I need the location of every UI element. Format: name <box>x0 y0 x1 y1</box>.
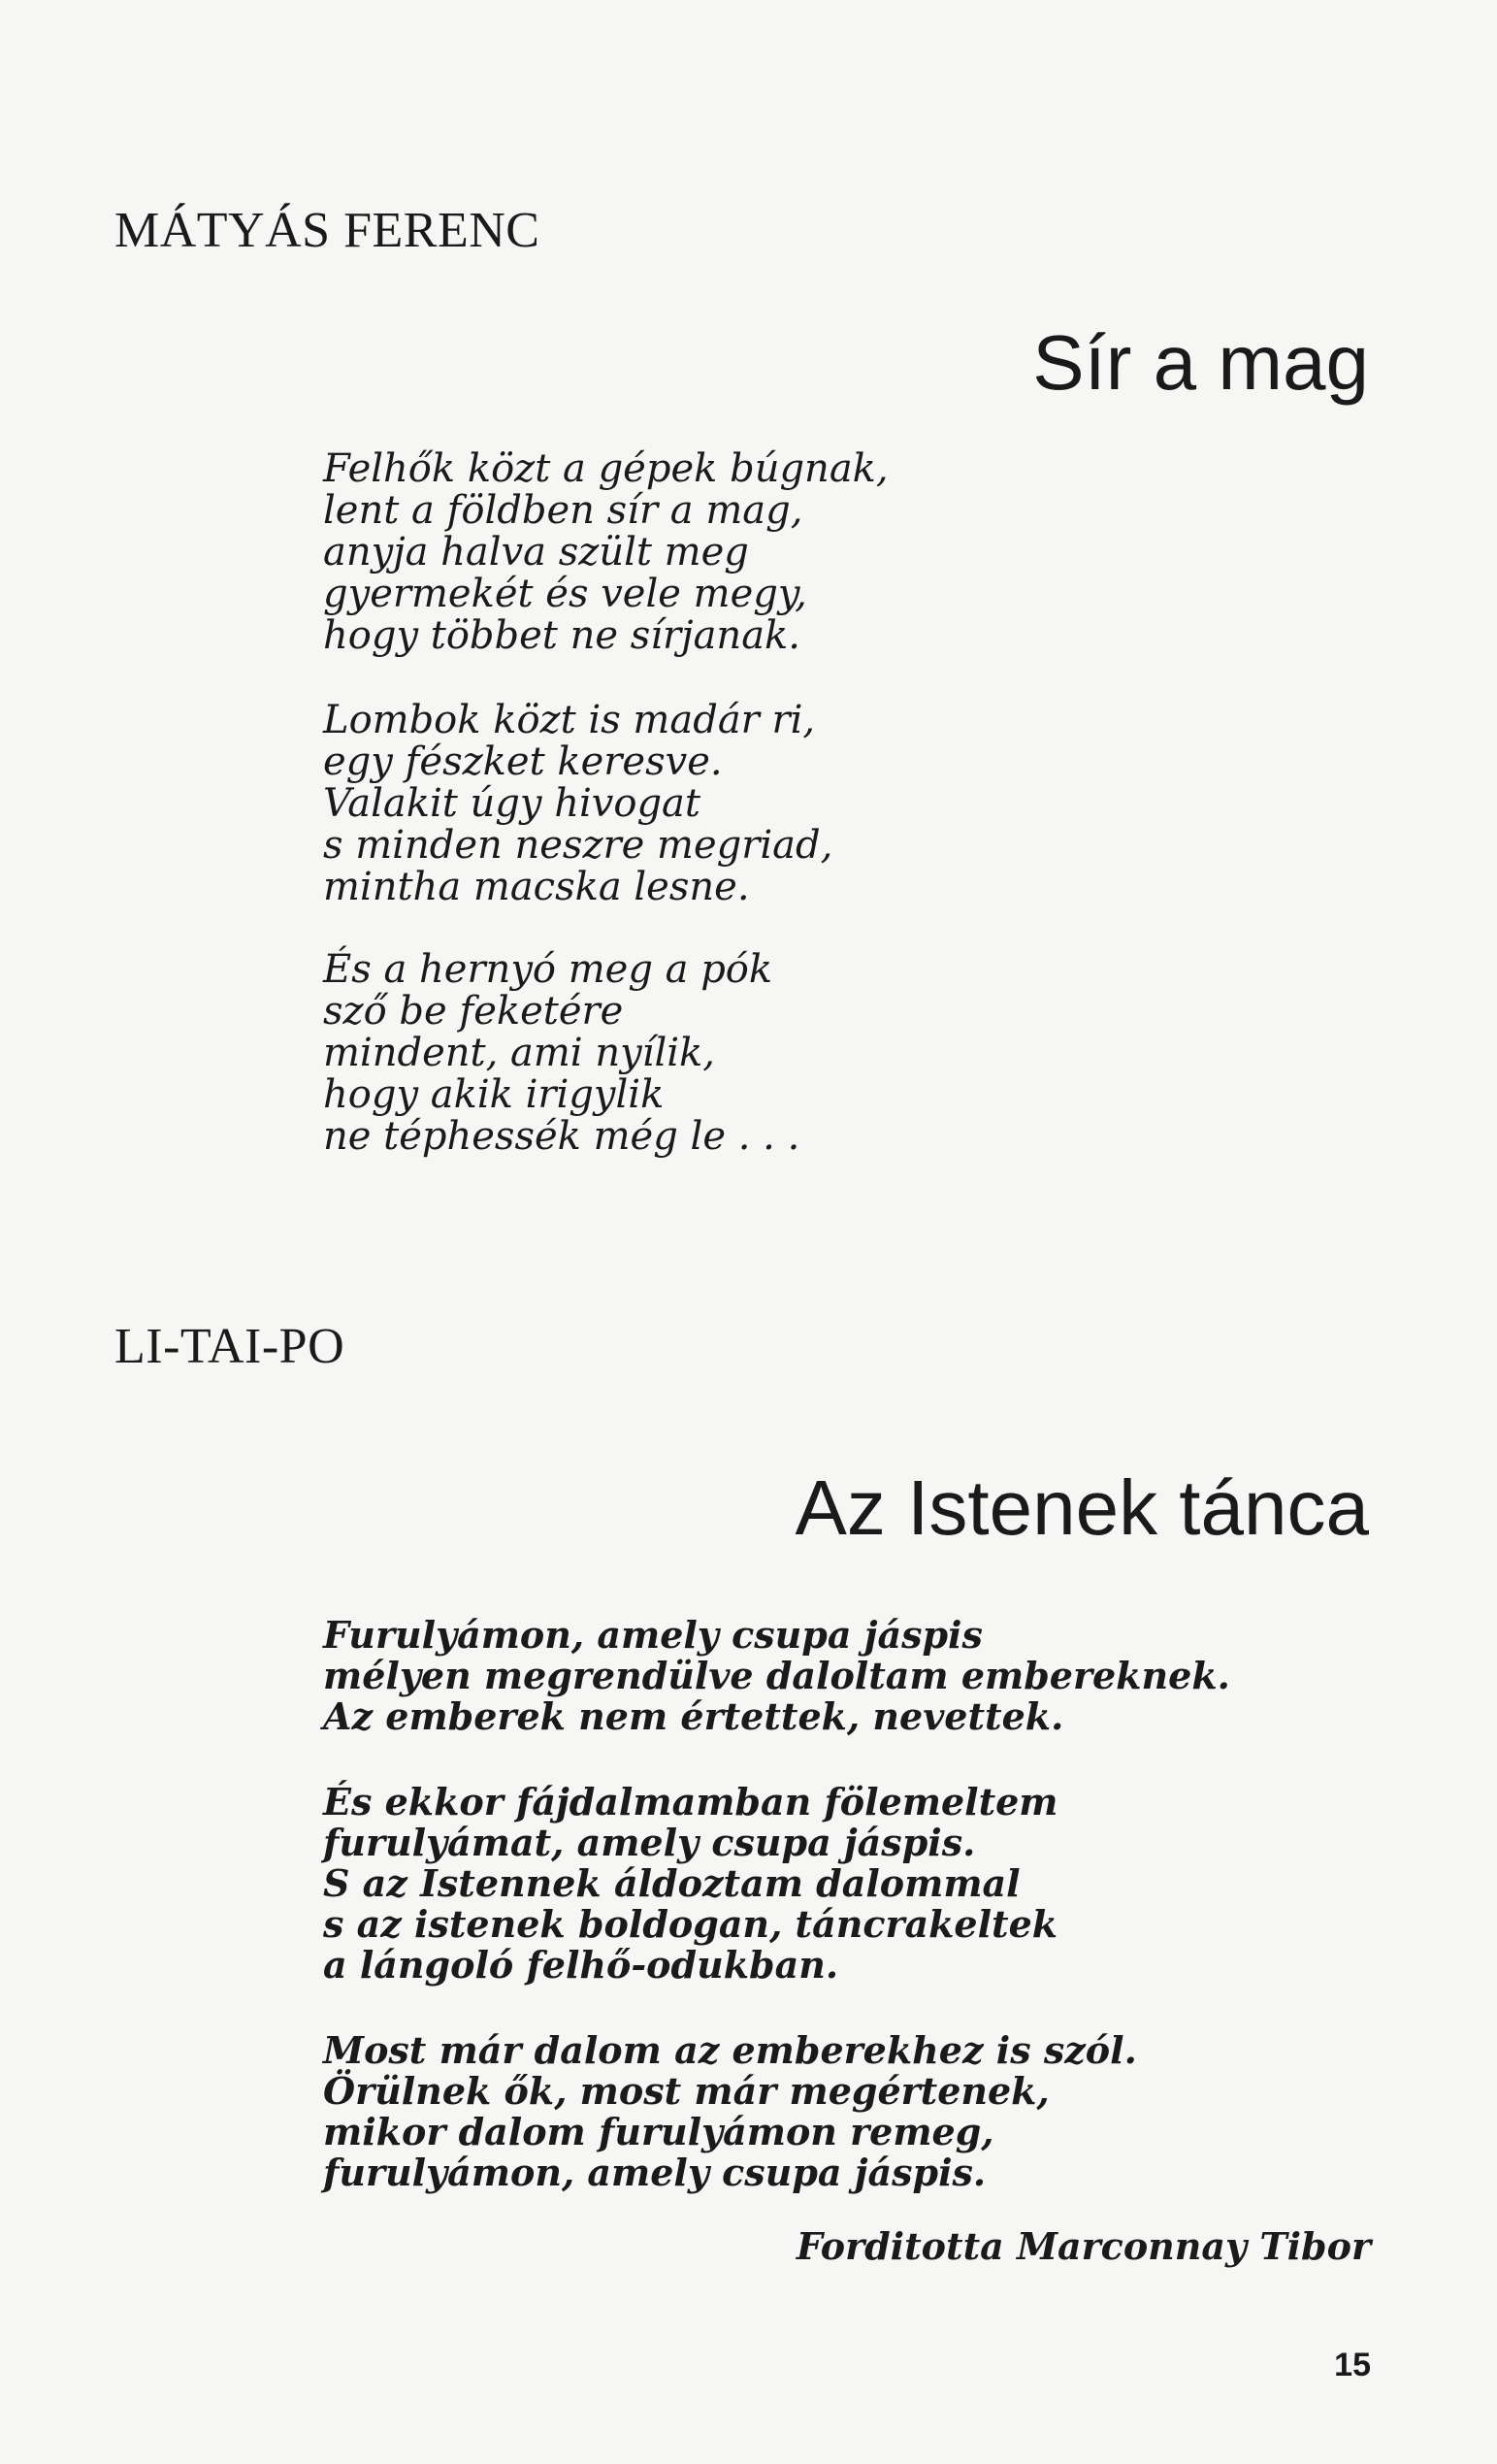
poem-line: mintha macska lesne. <box>323 865 750 909</box>
poem-title: Az Istenek tánca <box>795 1464 1369 1551</box>
stanza <box>323 1615 1230 1737</box>
poem-line: ne téphessék még le . . . <box>323 1114 800 1159</box>
page-number: 15 <box>1334 2347 1371 2383</box>
poem-line: lent a földben sír a mag, <box>323 488 803 533</box>
poem-line: s minden neszre megriad, <box>323 823 833 868</box>
poem-line: Az emberek nem értettek, nevettek. <box>323 1694 1064 1738</box>
author-name: MÁTYÁS FERENC <box>114 203 540 258</box>
stanza <box>323 448 889 657</box>
poem-line: a lángoló felhő-odukban. <box>323 1943 839 1987</box>
poem-line: Most már dalom az emberekhez is szól. <box>323 2028 1137 2072</box>
poem-line: Valakit úgy hivogat <box>323 781 700 826</box>
author-name: LI-TAI-PO <box>114 1319 345 1374</box>
poem-line: És ekkor fájdalmamban fölemeltem <box>323 1780 1058 1823</box>
poem-line: hogy akik irigylik <box>323 1072 665 1117</box>
stanza <box>323 1782 1058 1986</box>
poem-line: mindent, ami nyílik, <box>323 1031 716 1075</box>
stanza <box>323 2030 1137 2193</box>
poem-line: Lombok közt is madár ri, <box>323 698 816 742</box>
poem-line: hogy többet ne sírjanak. <box>323 613 800 658</box>
poem-line: furulyámon, amely csupa jáspis. <box>323 2151 987 2194</box>
poem-line: És a hernyó meg a pók <box>323 947 773 992</box>
poem-line: mélyen megrendülve daloltam embereknek. <box>323 1654 1230 1697</box>
poem-line: anyja halva szült meg <box>323 530 749 575</box>
translator-credit: Forditotta Marconnay Tibor <box>796 2224 1371 2268</box>
poem-line: Felhők közt a gépek búgnak, <box>323 446 889 491</box>
poem-line: Furulyámon, amely csupa jáspis <box>323 1613 983 1657</box>
poem-line: gyermekét és vele megy, <box>323 572 807 616</box>
poem-line: Örülnek ők, most már megértenek, <box>323 2069 1050 2113</box>
poem-line: furulyámat, amely csupa jáspis. <box>323 1821 976 1864</box>
poem-line: s az istenek boldogan, táncrakeltek <box>323 1902 1058 1946</box>
poem-title: Sír a mag <box>1032 319 1369 406</box>
poem-line: mikor dalom furulyámon remeg, <box>323 2110 994 2153</box>
poem-line: sző be feketére <box>323 989 624 1034</box>
poem-line: egy fészket keresve. <box>323 739 723 784</box>
stanza <box>323 700 832 908</box>
poem-line: S az Istennek áldoztam dalommal <box>323 1861 1021 1905</box>
stanza <box>323 949 799 1158</box>
